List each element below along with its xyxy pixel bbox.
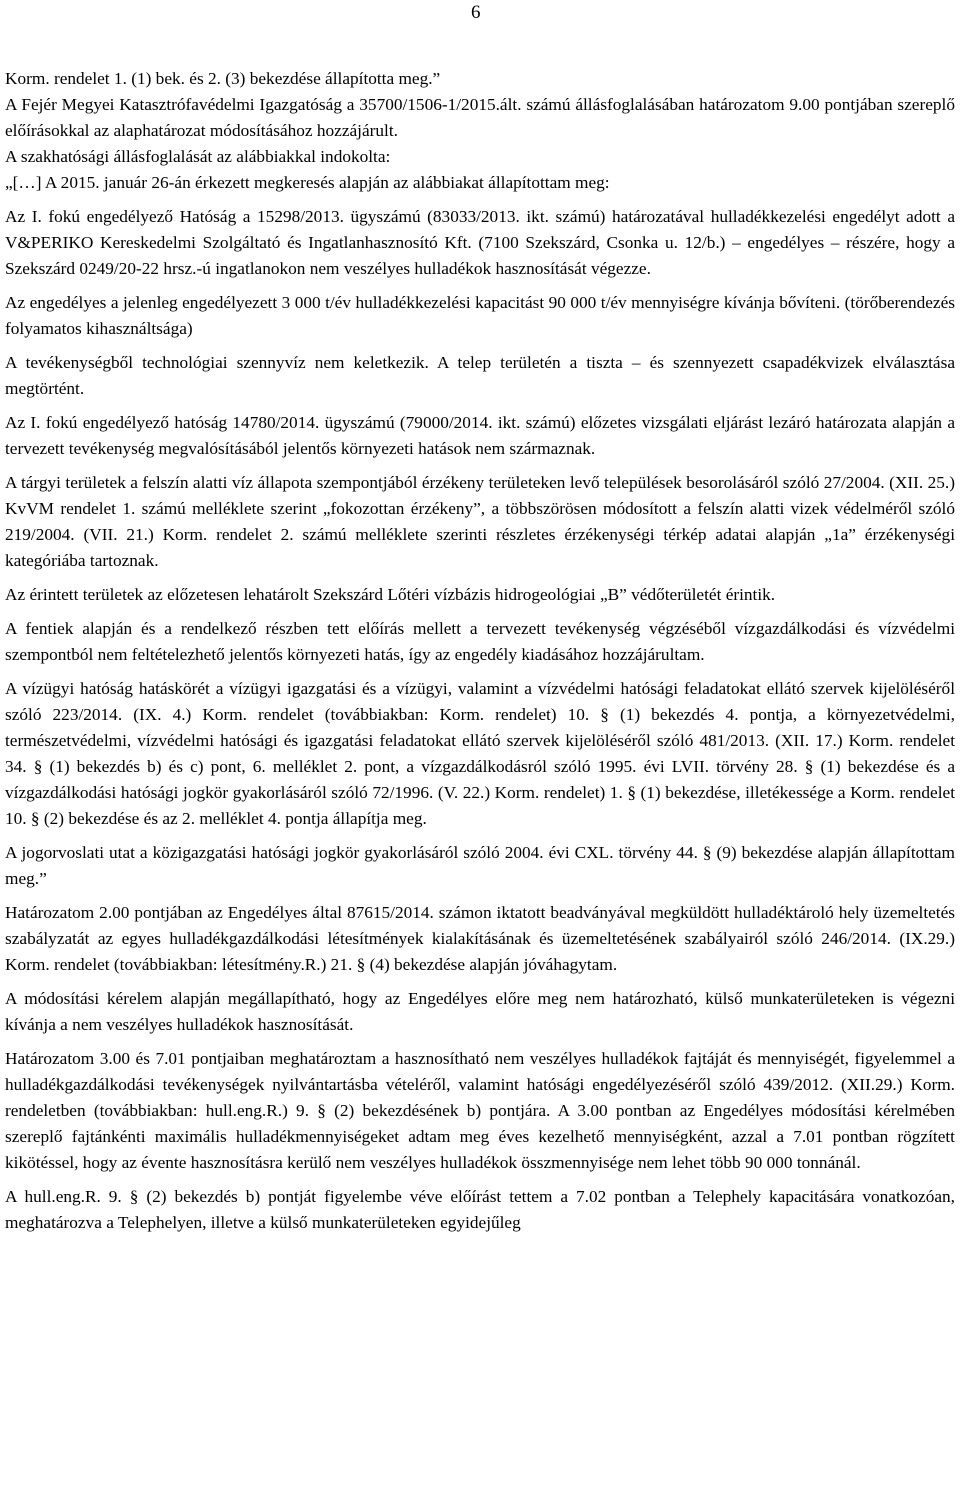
paragraph-11: A fentiek alapján és a rendelkező részben tett előírás mellett a tervezett tevékenység végzéséből vízgazdálkodási és vízvédelmi szempontból nem feltételezhető jelentős környezeti hatás, így az engedély kiadásához hozzájárultam. <box>5 619 955 664</box>
paragraph-2: A Fejér Megyei Katasztrófavédelmi Igazgatóság a 35700/1506-1/2015.ált. számú állásfoglalásában határozatom 9.00 pontjában szereplő előírásokkal az alaphatározat módosításához hozzájárult. <box>5 95 955 140</box>
paragraph-4: „[…] A 2015. január 26-án érkezett megkeresés alapján az alábbiakat állapítottam meg: <box>5 173 610 192</box>
paragraph-14: Határozatom 2.00 pontjában az Engedélyes által 87615/2014. számon iktatott beadványával megküldött hulladéktároló hely üzemeltetés szabályzatát az egyes hulladékgazdálkodási létesítmények kialakításának és üzemeltetésének szabályairól szóló 246/2014. (IX.29.) Korm. rendelet (továbbiakban: létesítmény.R.) 21. § (4) bekezdése alapján jóváhagytam. <box>5 903 955 974</box>
paragraph-1: Korm. rendelet 1. (1) bek. és 2. (3) bekezdése állapította meg.” <box>5 69 441 88</box>
document-body <box>5 66 955 1236</box>
page-number: 6 <box>471 2 481 23</box>
paragraph-12: A vízügyi hatóság hatáskörét a vízügyi igazgatási és a vízügyi, valamint a vízvédelmi hatósági feladatokat ellátó szervek kijelöléséről szóló 223/2014. (IX. 4.) Korm. rendelet (továbbiakban: Korm. rendelet) 10. § (1) bekezdés 4. pontja, a környezetvédelmi, természetvédelmi, vízvédelmi hatósági és igazgatási feladatokat ellátó szervek kijelöléséről szóló 481/2013. (XII. 17.) Korm. rendelet 34. § (1) bekezdés b) és c) pont, 6. melléklet 2. pont, a vízgazdálkodásról szóló 1995. évi LVII. törvény 28. § (1) bekezdése és a vízgazdálkodási hatósági jogkör gyakorlásáról szóló 72/1996. (V. 22.) Korm. rendelet) 1. § (1) bekezdése, illetékessége a Korm. rendelet 10. § (2) bekezdése és az 2. melléklet 4. pontja állapítja meg. <box>5 679 955 828</box>
paragraph-13: A jogorvoslati utat a közigazgatási hatósági jogkör gyakorlásáról szóló 2004. évi CXL. törvény 44. § (9) bekezdése alapján állapítottam meg.” <box>5 843 955 888</box>
paragraph-9: A tárgyi területek a felszín alatti víz állapota szempontjából érzékeny területeken levő települések besorolásáról szóló 27/2004. (XII. 25.) KvVM rendelet 1. számú melléklete szerint „fokozottan érzékeny”, a többszörösen módosított a felszín alatti vizek védelméről szóló 219/2004. (VII. 21.) Korm. rendelet 2. számú melléklete szerinti részletes érzékenységi térkép adatai alapján „1a” érzékenységi kategóriába tartoznak. <box>5 473 955 570</box>
paragraph-17: A hull.eng.R. 9. § (2) bekezdés b) pontját figyelembe véve előírást tettem a 7.02 pontban a Telephely kapacitására vonatkozóan, meghatározva a Telephelyen, illetve a külső munkaterületeken egyidejűleg <box>5 1187 955 1232</box>
paragraph-3: A szakhatósági állásfoglalását az alábbiakkal indokolta: <box>5 147 391 166</box>
paragraph-5: Az I. fokú engedélyező Hatóság a 15298/2013. ügyszámú (83033/2013. ikt. számú) határozatával hulladékkezelési engedélyt adott a V&PERIKO Kereskedelmi Szolgáltató és Ingatlanhasznosító Kft. (7100 Szekszárd, Csonka u. 12/b.) – engedélyes – részére, hogy a Szekszárd 0249/20-22 hrsz.-ú ingatlanokon nem veszélyes hulladékok hasznosítását végezze. <box>5 207 955 278</box>
paragraph-16: Határozatom 3.00 és 7.01 pontjaiban meghatároztam a hasznosítható nem veszélyes hulladékok fajtáját és mennyiségét, figyelemmel a hulladékgazdálkodási tevékenységek nyilvántartásba vételéről, valamint hatósági engedélyezéséről szóló 439/2012. (XII.29.) Korm. rendeletben (továbbiakban: hull.eng.R.) 9. § (2) bekezdésének b) pontjára. A 3.00 pontban az Engedélyes módosítási kérelmében szereplő fajtánkénti maximális hulladékmennyiségeket adtam meg éves kezelhető mennyiségként, azzal a 7.01 pontban rögzített kikötéssel, hogy az évente hasznosításra kerülő nem veszélyes hulladékok összmennyisége nem lehet több 90 000 tonnánál. <box>5 1049 955 1172</box>
paragraph-15: A módosítási kérelem alapján megállapítható, hogy az Engedélyes előre meg nem határozható, külső munkaterületeken is végezni kívánja a nem veszélyes hulladékok hasznosítását. <box>5 989 955 1034</box>
paragraph-7: A tevékenységből technológiai szennyvíz nem keletkezik. A telep területén a tiszta – és szennyezett csapadékvizek elválasztása megtörtént. <box>5 353 955 398</box>
paragraph-8: Az I. fokú engedélyező hatóság 14780/2014. ügyszámú (79000/2014. ikt. számú) előzetes vizsgálati eljárást lezáró határozata alapján a tervezett tevékenység megvalósításából jelentős környezeti hatások nem származnak. <box>5 413 955 458</box>
paragraph-10: Az érintett területek az előzetesen lehatárolt Szekszárd Lőtéri vízbázis hidrogeológiai „B” védőterületét érintik. <box>5 585 776 604</box>
paragraph-6: Az engedélyes a jelenleg engedélyezett 3 000 t/év hulladékkezelési kapacitást 90 000 t/év mennyiségre kívánja bővíteni. (törőberendezés folyamatos kihasználtsága) <box>5 293 955 338</box>
